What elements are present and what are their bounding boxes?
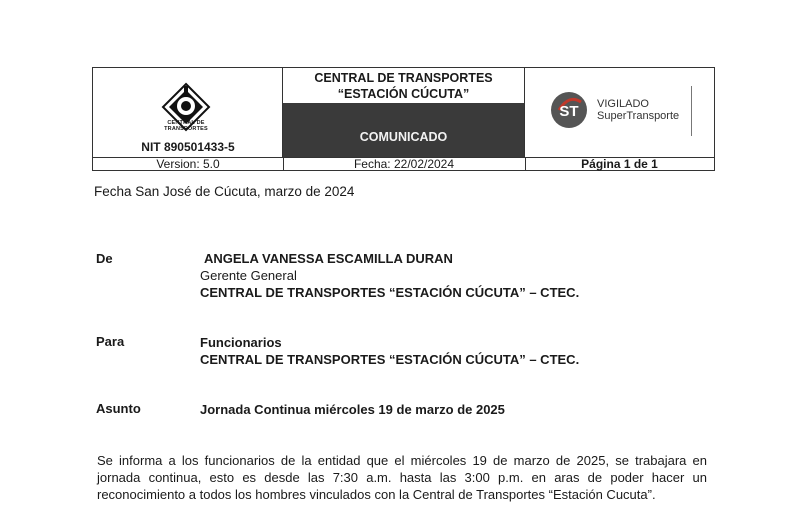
de-org: CENTRAL DE TRANSPORTES “ESTACIÓN CÚCUTA” – CTEC.: [200, 285, 580, 300]
doc-type-label: COMUNICADO: [283, 103, 525, 157]
nit-label: NIT 890501433-5: [141, 140, 235, 154]
para-org: CENTRAL DE TRANSPORTES “ESTACIÓN CÚCUTA” – CTEC.: [200, 352, 580, 367]
fecha-label: Fecha: 22/02/2024: [283, 158, 526, 171]
asunto-text: Jornada Continua miércoles 19 de marzo de 2025: [200, 402, 505, 417]
header-info-row: [93, 157, 714, 171]
logo-cell: [93, 68, 283, 157]
st-logo-letters: ST: [559, 103, 579, 120]
de-label: De: [96, 251, 113, 266]
de-name: ANGELA VANESSA ESCAMILLA DURAN: [204, 251, 453, 266]
date-line: Fecha San José de Cúcuta, marzo de 2024: [94, 184, 355, 199]
para-label: Para: [96, 334, 125, 349]
body-paragraph: Se informa a los funcionarios de la entidad que el miércoles 19 de marzo de 2025, se trabajara en jornada continua, esto es desde las 7:30 a.m. hasta las 3:00 p.m. en aras de poder hacer un reconocimiento a todos los hombres vinculados con la Central de Transportes “Estación Cucuta”.: [97, 453, 707, 502]
de-role: Gerente General: [200, 268, 297, 283]
asunto-label: Asunto: [96, 401, 141, 416]
pagina-label: Página 1 de 1: [581, 157, 658, 171]
version-label: Version: 5.0: [93, 158, 284, 171]
divider: [691, 86, 692, 136]
vigilado-text: VIGILADO SuperTransporte: [597, 98, 680, 122]
supertransporte-logo-icon: [549, 90, 589, 130]
document-header: [92, 67, 715, 171]
supertransporte-cell: [525, 68, 714, 157]
para-to: Funcionarios: [200, 335, 282, 350]
org-title: CENTRAL DE TRANSPORTES “ESTACIÓN CÚCUTA”: [283, 68, 525, 103]
logo-text: CENTRAL DE TRANSPORTES: [164, 120, 208, 132]
